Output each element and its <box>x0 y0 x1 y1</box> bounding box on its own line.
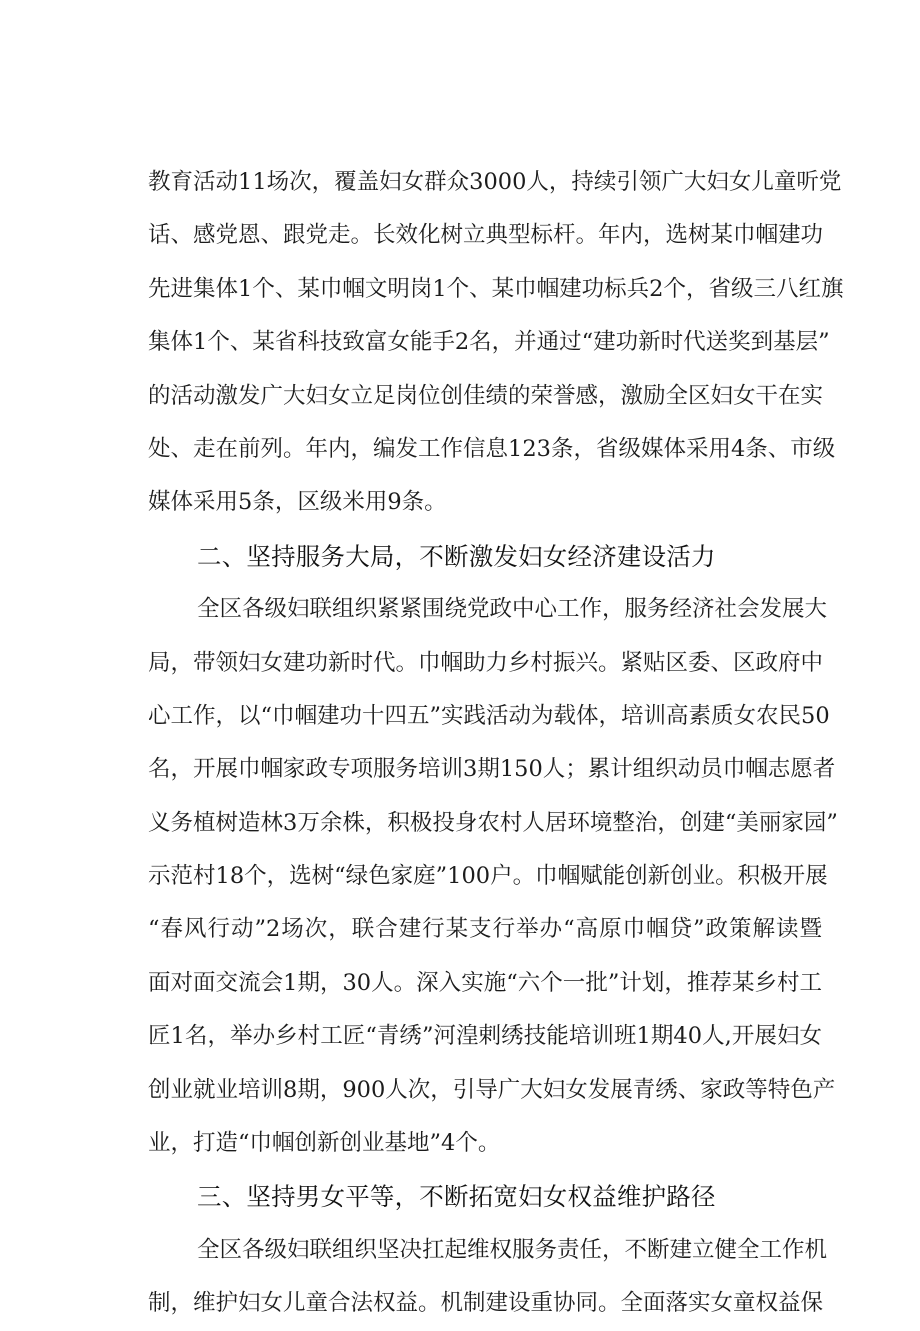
text-line: 面对面交流会1期，30人。深入实施“六个一批”计划，推荐某乡村工 <box>148 969 822 996</box>
text-line: 全区各级妇联组织紧紧围绕党政中心工作，服务经济社会发展大 <box>197 596 828 623</box>
text-line: “春风行动”2场次，联合建行某支行举办“高原巾帼贷”政策解读暨 <box>148 916 822 943</box>
text-line: 制，维护妇女儿童合法权益。机制建设重协同。全面落实女童权益保 <box>148 1290 824 1317</box>
section-2-heading: 二、坚持服务大局，不断激发妇女经济建设活力 <box>197 541 716 571</box>
section-3-heading: 三、坚持男女平等，不断拓宽妇女权益维护路径 <box>197 1182 716 1212</box>
text-line: 集体1个、某省科技致富女能手2名，并通过“建功新时代送奖到基层” <box>148 329 830 356</box>
section-3-paragraph <box>148 1224 828 1331</box>
text-line: 处、走在前列。年内，编发工作信息123条，省级媒体采用4条、市级 <box>148 435 836 462</box>
text-line: 教育活动11场次，覆盖妇女群众3000人，持续引领广大妇女儿童听党 <box>148 169 842 195</box>
text-line: 匠1名，举办乡村工匠“青绣”河湟剌绣技能培训班1期40人,开展妇女 <box>148 1023 822 1050</box>
text-line: 话、感党恩、跟党走。长效化树立典型标杆。年内，选树某巾帼建功 <box>148 222 824 249</box>
text-line: 局，带领妇女建功新时代。巾帼助力乡村振兴。紧贴区委、区政府中 <box>148 649 824 676</box>
text-line: 义务植树造林3万余株，积极投身农村人居环境整治，创建“美丽家园” <box>148 809 838 836</box>
text-line: 业，打造“巾帼创新创业基地”4个。 <box>148 1130 501 1157</box>
text-line: 的活动激发广大妇女立足岗位创佳绩的荣誉感，激励全区妇女干在实 <box>148 382 824 409</box>
document-body <box>148 156 844 1331</box>
text-line: 名，开展巾帼家政专项服务培训3期150人；累计组织动员巾帼志愿者 <box>148 756 836 783</box>
text-line: 示范村18个，选树“绿色家庭”100户。巾帼赋能创新创业。积极开展 <box>148 863 828 890</box>
text-line: 先进集体1个、某巾帼文明岗1个、某巾帼建功标兵2个，省级三八红旗 <box>148 275 844 302</box>
section-2-paragraph <box>148 583 838 1170</box>
text-line: 媒体采用5条，区级米用9条。 <box>148 489 447 516</box>
text-line: 全区各级妇联组织坚决扛起维权服务责任，不断建立健全工作机 <box>197 1236 828 1263</box>
text-line: 心工作，以“巾帼建功十四五”实践活动为载体，培训高素质女农民50 <box>148 702 830 729</box>
paragraph-1 <box>148 156 844 530</box>
text-line: 创业就业培训8期，900人次，引导广大妇女发展青绣、家政等特色产 <box>148 1076 836 1103</box>
